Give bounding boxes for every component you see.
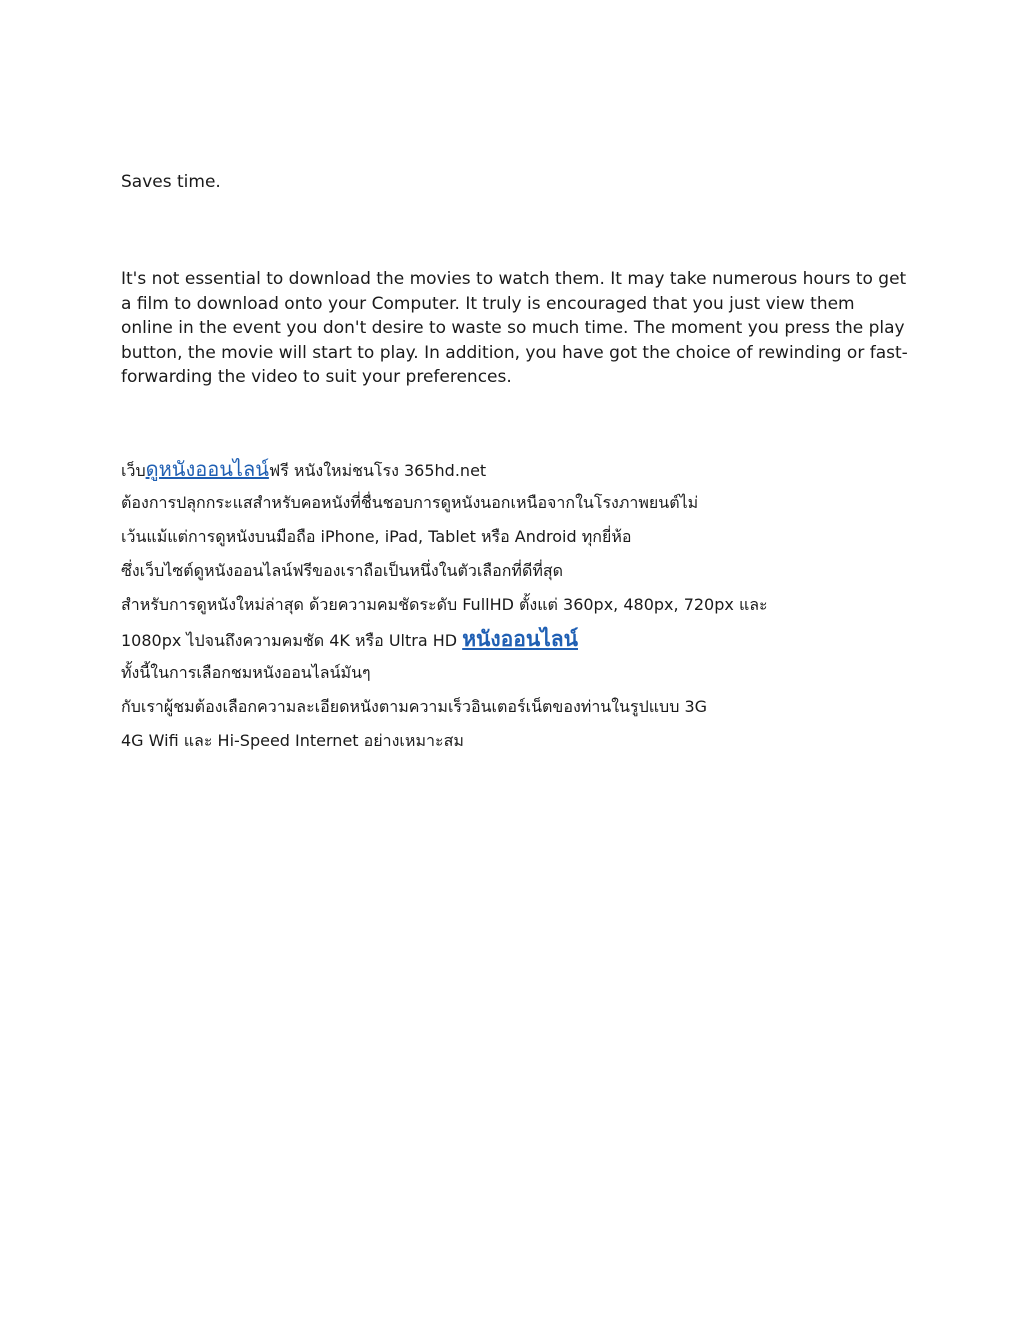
thai-line-2: ต้องการปลุกกระแสสำหรับคอหนังที่ชื่นชอบการดูหนังนอกเหนือจากในโรงภาพยนต์ไม่ [121,492,699,512]
thai-line-7: ทั้งนี้ในการเลือกชมหนังออนไลน์มันๆ [121,662,371,682]
thai-line-8: กับเราผู้ชมต้องเลือกความละเอียดหนังตามความเร็วอินเตอร์เน็ตของท่านในรูปแบบ 3G [121,696,708,716]
thai-line-3: เว้นแม้แต่การดูหนังบนมือถือ iPhone, iPad, Tablet หรือ Android ทุกยี่ห้อ [121,526,632,546]
short-paragraph: Saves time. [121,172,221,192]
body-paragraph: It's not essential to download the movies to watch them. It may take numerous hours to get a film to download onto your Computer. It truly is encouraged that you just view them online in the event you don't desire to waste so much time. The moment you press the play button, the movie will start to play. In addition, you have got the choice of rewinding or fast-forwarding the video to suit your preferences. [121,269,908,387]
online-movies-link[interactable]: หนังออนไลน์ [462,626,579,651]
thai-line-5: สำหรับการดูหนังใหม่ล่าสุด ด้วยความคมชัดระดับ FullHD ตั้งแต่ 360px, 480px, 720px และ [121,594,768,614]
thai-line-6-prefix: 1080px ไปจนถึงความคมชัด 4K หรือ Ultra HD [121,630,463,650]
thai-line-4: ซึ่งเว็บไซต์ดูหนังออนไลน์ฟรีของเราถือเป็นหนึ่งในตัวเลือกที่ดีที่สุด [121,560,564,580]
thai-line-1-prefix: เว็บ [121,460,146,480]
thai-line-1 [121,452,911,486]
document-content [121,170,911,758]
watch-movies-online-link[interactable]: ดูหนังออนไลน์ [145,456,269,481]
thai-line-1-suffix: ฟรี หนังใหม่ชนโรง 365hd.net [268,460,487,480]
thai-promo-block [121,452,911,758]
thai-line-9: 4G Wifi และ Hi-Speed Internet อย่างเหมาะสม [121,730,464,750]
thai-line-6 [121,622,911,656]
